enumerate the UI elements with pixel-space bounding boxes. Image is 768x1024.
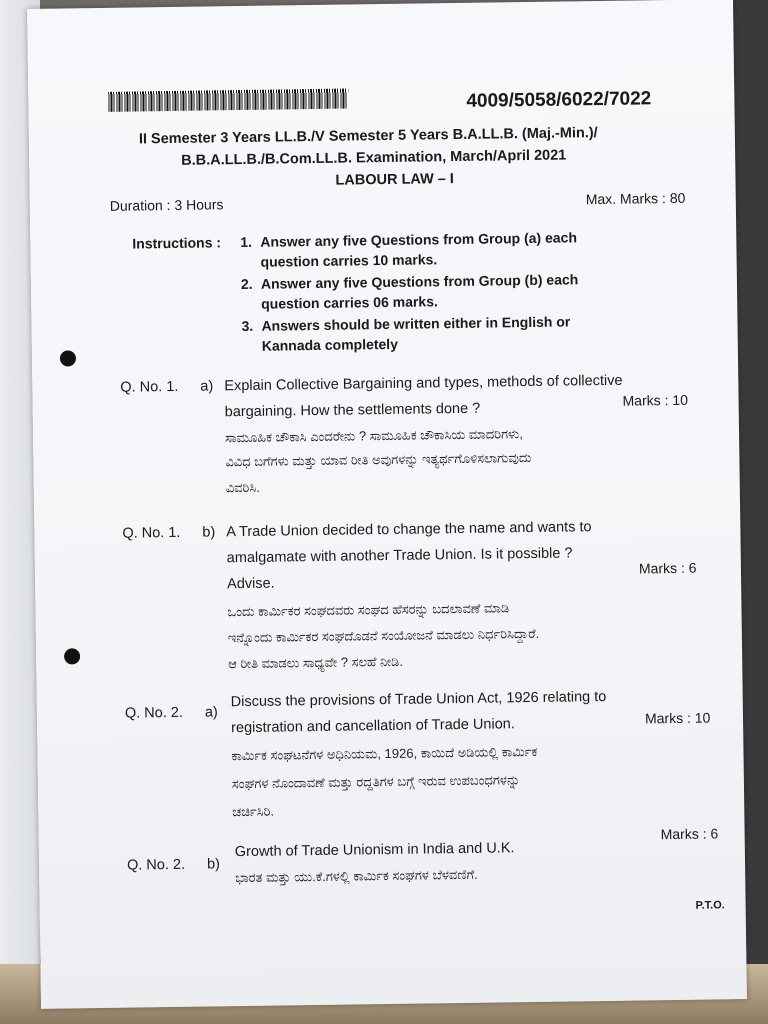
question-kannada: ಸಾಮೂಹಿಕ ಚೌಕಾಸಿ ಎಂದರೇನು ? ಸಾಮೂಹಿಕ ಚೌಕಾಸಿಯ ಮಾದರಿಗಳು, xyxy=(224,426,523,446)
subject-title: LABOUR LAW – I xyxy=(335,171,455,189)
instruction-number: 2. xyxy=(240,275,253,293)
question-kannada: ಆ ರೀತಿ ಮಾಡಲು ಸಾಧ್ಯವೇ ? ಸಲಹೆ ನೀಡಿ. xyxy=(228,653,404,672)
question-marks: Marks : 6 xyxy=(660,825,719,843)
question-text: A Trade Union decided to change the name and wants to xyxy=(226,519,592,541)
question-part: b) xyxy=(202,524,216,541)
header-line-1: II Semester 3 Years LL.B./V Semester 5 Years B.A.LL.B. (Maj.-Min.)/ xyxy=(138,125,598,148)
question-kannada: ಚರ್ಚಿಸಿರಿ. xyxy=(232,803,275,820)
question-text: Advise. xyxy=(226,575,275,593)
question-part: b) xyxy=(206,856,221,873)
question-kannada: ವಿವರಿಸಿ. xyxy=(225,479,260,496)
question-marks: Marks : 10 xyxy=(622,391,689,409)
instruction-text: Answer any five Questions from Group (a) each xyxy=(260,229,578,250)
duration: Duration : 3 Hours xyxy=(109,196,224,214)
question-text: registration and cancellation of Trade Union. xyxy=(231,716,515,737)
question-marks: Marks : 6 xyxy=(638,559,697,577)
header-line-2: B.B.A.LL.B./B.Com.LL.B. Examination, March/April 2021 xyxy=(181,147,567,169)
question-text: Discuss the provisions of Trade Union Act, 1926 relating to xyxy=(230,688,607,711)
question-part: a) xyxy=(200,378,214,395)
instruction-text: Kannada completely xyxy=(261,335,399,354)
question-number: Q. No. 1. xyxy=(120,378,179,396)
question-number: Q. No. 1. xyxy=(122,524,181,542)
barcode xyxy=(108,89,348,112)
instruction-number: 1. xyxy=(240,233,253,251)
question-marks: Marks : 10 xyxy=(644,709,711,727)
question-number: Q. No. 2. xyxy=(124,704,184,722)
question-kannada: ವಿವಿಧ ಬಗೆಗಳು ಮತ್ತು ಯಾವ ರೀತಿ ಅವುಗಳನ್ನು ಇತ್ಯರ್ಥಗೊಳಿಸಲಾಗುವುದು xyxy=(225,449,532,470)
max-marks: Max. Marks : 80 xyxy=(585,189,686,208)
question-text: Explain Collective Bargaining and types, methods of collective xyxy=(224,372,623,395)
question-kannada: ಕಾರ್ಮಿಕ ಸಂಘಟನೆಗಳ ಅಧಿನಿಯಮ, 1926, ಕಾಯಿದೆ ಅಡಿಯಲ್ಲಿ ಕಾರ್ಮಿಕ xyxy=(231,743,538,764)
question-kannada: ಇನ್ನೊಂದು ಕಾರ್ಮಿಕರ ಸಂಘದೊಡನೆ ಸಂಯೋಜನೆ ಮಾಡಲು ನಿರ್ಧರಿಸಿದ್ದಾರೆ. xyxy=(227,625,540,646)
question-text: Growth of Trade Unionism in India and U.K. xyxy=(234,840,515,861)
pto-label: P.T.O. xyxy=(695,899,725,912)
instructions-label: Instructions : xyxy=(132,234,222,252)
question-kannada: ಸಂಘಗಳ ನೊಂದಾವಣೆ ಮತ್ತು ರದ್ದತಿಗಳ ಬಗ್ಗೆ ಇರುವ ಉಪಬಂಧಗಳನ್ನು xyxy=(231,772,521,792)
question-kannada: ಭಾರತ ಮತ್ತು ಯು.ಕೆ.ಗಳಲ್ಲಿ ಕಾರ್ಮಿಕ ಸಂಘಗಳ ಬೆಳವಣಿಗೆ. xyxy=(235,866,478,886)
question-text: amalgamate with another Trade Union. Is it possible ? xyxy=(226,545,573,567)
instruction-text: Answers should be written either in English or xyxy=(261,313,571,334)
question-number: Q. No. 2. xyxy=(126,856,186,874)
instruction-text: question carries 06 marks. xyxy=(261,293,438,312)
question-text: bargaining. How the settlements done ? xyxy=(224,400,481,421)
instruction-number: 3. xyxy=(241,317,254,335)
paper-code: 4009/5058/6022/7022 xyxy=(466,88,652,112)
instruction-text: Answer any five Questions from Group (b) each xyxy=(260,271,579,292)
question-kannada: ಒಂದು ಕಾರ್ಮಿಕರ ಸಂಘದವರು ಸಂಘದ ಹೆಸರನ್ನು ಬದಲಾವಣೆ ಮಾಡಿ xyxy=(227,600,510,620)
instruction-text: question carries 10 marks. xyxy=(260,251,438,270)
punch-hole-icon xyxy=(64,648,80,664)
question-part: a) xyxy=(204,704,218,721)
punch-hole-icon xyxy=(60,350,76,366)
exam-paper xyxy=(27,0,747,1009)
